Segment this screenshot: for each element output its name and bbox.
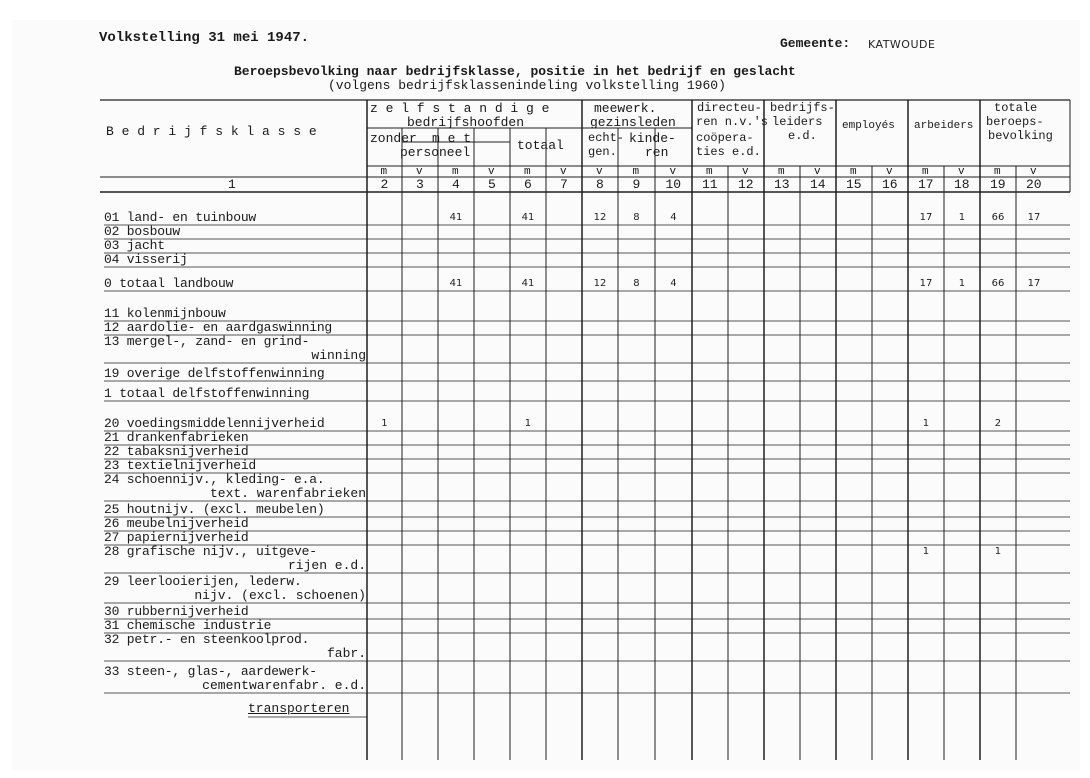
row-label: 26 meubelnijverheid xyxy=(104,516,249,531)
column-number: 15 xyxy=(846,177,862,192)
cell-value: 1 xyxy=(922,546,930,557)
row-label: 13 mergel-, zand- en grind- xyxy=(104,334,310,349)
header-arbeiders: arbeiders xyxy=(914,120,974,132)
column-number: 3 xyxy=(416,177,424,192)
census-form-sheet xyxy=(12,20,1080,770)
header-totale-3: bevolking xyxy=(988,129,1053,143)
column-number: 6 xyxy=(524,177,532,192)
gender-label: v xyxy=(1030,166,1037,178)
header-echtgen-1: echt- xyxy=(588,131,625,145)
cell-value: 17 xyxy=(1027,278,1041,289)
column-number: 18 xyxy=(954,177,970,192)
cell-value: 4 xyxy=(670,212,677,223)
row-label: 32 petr.- en steenkoolprod. xyxy=(104,632,310,647)
cell-value: 8 xyxy=(633,278,640,289)
header-totale-2: beroeps- xyxy=(986,115,1044,129)
header-met: m e t xyxy=(432,131,472,146)
header-bedrijfsleiders-2: leiders xyxy=(772,115,823,129)
cell-value: 41 xyxy=(449,212,463,223)
column-number: 11 xyxy=(702,177,718,192)
row-label-continued: cementwarenfabr. e.d. xyxy=(202,678,366,693)
table-subtitle: (volgens bedrijfsklassenindeling volkstelling 1960) xyxy=(328,78,726,93)
cell-value: 66 xyxy=(991,212,1005,223)
row-label: 24 schoennijv., kleding- e.a. xyxy=(104,472,325,487)
gender-label: v xyxy=(814,166,821,178)
header-totaal: totaal xyxy=(517,138,564,153)
municipality-label: Gemeente: xyxy=(780,36,851,51)
column-number: 16 xyxy=(882,177,898,192)
column-number: 13 xyxy=(774,177,790,192)
gender-label: m xyxy=(452,166,459,178)
row-label: 04 visserij xyxy=(104,252,188,267)
gender-label: v xyxy=(560,166,567,178)
gender-label: m xyxy=(850,166,857,178)
gender-label: v xyxy=(742,166,749,178)
column-number: 2 xyxy=(380,177,389,192)
header-zelfstandige: z e l f s t a n d i g e xyxy=(370,101,550,116)
row-label: 03 jacht xyxy=(104,238,165,253)
gender-label: v xyxy=(886,166,893,178)
cell-value: 1 xyxy=(958,212,966,223)
municipality-value: KATWOUDE xyxy=(868,38,936,51)
gender-label: m xyxy=(380,166,388,178)
cell-value: 41 xyxy=(521,278,535,289)
header-totale-1: totale xyxy=(994,101,1038,115)
cell-value: 41 xyxy=(521,212,535,223)
row-label: 33 steen-, glas-, aardewerk- xyxy=(104,664,317,679)
gender-label: m xyxy=(922,166,929,178)
gender-label: m xyxy=(994,166,1001,178)
row-label: 19 overige delfstoffenwinning xyxy=(104,366,325,381)
gender-label: v xyxy=(596,166,603,178)
gender-label: m xyxy=(706,166,713,178)
table-title: Beroepsbevolking naar bedrijfsklasse, positie in het bedrijf en geslacht xyxy=(234,64,796,79)
column-number: 17 xyxy=(918,177,934,192)
row-label: 28 grafische nijv., uitgeve- xyxy=(104,544,317,559)
header-directeuren-3: coöpera- xyxy=(696,131,754,145)
row-label: 11 kolenmijnbouw xyxy=(104,306,226,321)
column-number: 14 xyxy=(810,177,826,192)
row-label-continued: text. warenfabrieken xyxy=(209,486,366,501)
row-label: 31 chemische industrie xyxy=(104,618,272,633)
column-number: 8 xyxy=(596,177,604,192)
cell-value: 17 xyxy=(919,212,933,223)
cell-value: 1 xyxy=(524,418,532,429)
header-bedrijfsleiders-1: bedrijfs- xyxy=(770,101,835,115)
gender-label: v xyxy=(958,166,965,178)
header-bedrijfshoofden: bedrijfshoofden xyxy=(407,115,525,130)
transporteren-label: transporteren xyxy=(248,701,350,716)
cell-value: 2 xyxy=(994,418,1002,429)
header-directeuren-1: directeu- xyxy=(697,101,762,115)
gender-label: v xyxy=(669,166,677,178)
gender-label: m xyxy=(524,166,531,178)
cell-value: 1 xyxy=(994,546,1002,557)
header-employes: employés xyxy=(842,120,895,132)
column-number: 7 xyxy=(560,177,568,192)
gender-label: v xyxy=(416,166,423,178)
column-number: 12 xyxy=(738,177,754,192)
cell-value: 41 xyxy=(449,278,463,289)
column-number: 5 xyxy=(488,177,496,192)
cell-value: 1 xyxy=(922,418,930,429)
cell-value: 8 xyxy=(633,212,640,223)
column-number: 1 xyxy=(228,177,236,192)
header-kinderen-2: ren xyxy=(645,145,669,160)
cell-value: 4 xyxy=(670,278,677,289)
row-label-continued: rijen e.d. xyxy=(287,558,366,573)
row-label: 21 drankenfabrieken xyxy=(104,430,249,445)
row-label-continued: fabr. xyxy=(326,646,366,661)
row-label: 25 houtnijv. (excl. meubelen) xyxy=(104,502,325,517)
header-echtgen-2: gen. xyxy=(588,145,617,159)
header-personeel: personeel xyxy=(400,145,471,160)
cell-value: 12 xyxy=(593,278,607,289)
census-title: Volkstelling 31 mei 1947. xyxy=(99,30,310,46)
header-directeuren-2: ren n.v.'s xyxy=(696,115,769,129)
row-label: 29 leerlooierijen, lederw. xyxy=(104,574,302,589)
row-label: 23 textielnijverheid xyxy=(104,458,257,473)
column-number: 19 xyxy=(990,177,1006,192)
row-label: 20 voedingsmiddelennijverheid xyxy=(104,416,325,431)
row-label: 22 tabaksnijverheid xyxy=(104,444,249,459)
header-meewerk: meewerk. xyxy=(594,101,657,116)
row-label: 02 bosbouw xyxy=(104,224,181,239)
gender-label: m xyxy=(778,166,785,178)
row-label: 27 papiernijverheid xyxy=(104,530,249,545)
cell-value: 1 xyxy=(381,418,388,429)
cell-value: 17 xyxy=(919,278,933,289)
header-zonder: zonder xyxy=(370,131,417,146)
row-label-continued: nijv. (excl. schoenen) xyxy=(194,588,366,603)
header-kinderen-1: kinde- xyxy=(629,131,676,146)
row-label: 12 aardolie- en aardgaswinning xyxy=(104,320,333,335)
header-bedrijfsklasse: B e d r i j f s k l a s s e xyxy=(106,124,317,139)
header-bedrijfsleiders-3: e.d. xyxy=(788,129,817,143)
cell-value: 66 xyxy=(991,278,1005,289)
row-label: 01 land- en tuinbouw xyxy=(104,210,257,225)
cell-value: 1 xyxy=(958,278,966,289)
column-number: 20 xyxy=(1026,177,1042,192)
row-label: 1 totaal delfstoffenwinning xyxy=(104,386,310,401)
gender-label: m xyxy=(632,166,640,178)
row-label: 0 totaal landbouw xyxy=(104,276,234,291)
header-gezinsleden: gezinsleden xyxy=(590,115,676,130)
column-number: 9 xyxy=(632,177,641,192)
cell-value: 12 xyxy=(593,212,607,223)
cell-value: 17 xyxy=(1027,212,1041,223)
row-label: 30 rubbernijverheid xyxy=(104,604,249,619)
column-number: 4 xyxy=(452,177,460,192)
column-number: 10 xyxy=(665,177,682,192)
row-label-continued: winning xyxy=(311,348,366,363)
gender-label: v xyxy=(488,166,495,178)
header-directeuren-4: ties e.d. xyxy=(696,145,761,159)
